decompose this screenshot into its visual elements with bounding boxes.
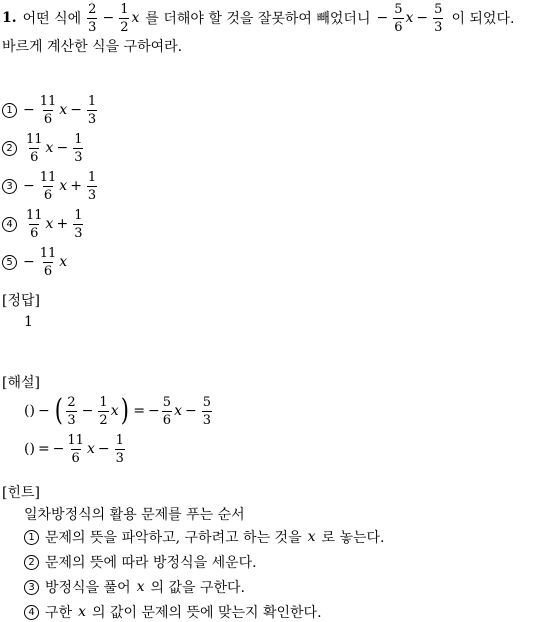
- explanation-line-1: () − ( $\frac{2}{3}$ − $\frac{1}{2}$ x ) = − $\frac{5}{6}$ x − $\frac{5}{3}$: [24, 393, 211, 428]
- choice-item: 3 − $\frac{11}{6}$ x + $\frac{1}{3}$: [2, 168, 99, 204]
- frac-2-3: $\frac{2}{3}$: [88, 1, 97, 35]
- hint-step: 2 문제의 뜻에 따라 방정식을 세운다.: [24, 553, 257, 571]
- circled-number: 4: [2, 217, 17, 232]
- circled-number: 1: [2, 103, 17, 118]
- frac-5-3: $\frac{5}{3}$: [434, 1, 443, 35]
- question-line-2: 바르게 계산한 식을 구하여라.: [2, 39, 183, 55]
- hint-step: 4 구한 x 의 값이 문제의 뜻에 맞는지 확인한다.: [24, 603, 322, 621]
- choice-item: 5 − $\frac{11}{6}$ x: [2, 244, 67, 280]
- minus-sign: −: [102, 10, 115, 26]
- question-text-3: 이 되었다.: [451, 11, 515, 27]
- question-number: 1.: [2, 10, 17, 26]
- circled-number: 5: [2, 255, 17, 270]
- answer-value: 1: [24, 314, 33, 330]
- minus-sign: −: [376, 10, 389, 26]
- hint-label: [힌트]: [2, 485, 40, 501]
- minus-sign: −: [416, 10, 429, 26]
- question-text-2: 를 더해야 할 것을 잘못하여 빼었더니: [145, 11, 371, 27]
- circled-number: 3: [24, 580, 39, 595]
- frac-1-2: $\frac{1}{2}$: [120, 1, 129, 35]
- choice-item: 2 $\frac{11}{6}$ x − $\frac{1}{3}$: [2, 130, 85, 166]
- choice-item: 1 − $\frac{11}{6}$ x − $\frac{1}{3}$: [2, 92, 99, 128]
- question-text-1: 어떤 식에: [22, 11, 82, 27]
- hint-title: 일차방정식의 활용 문제를 푸는 순서: [24, 507, 245, 523]
- question-line-1: [2, 0, 514, 36]
- choice-item: 4 $\frac{11}{6}$ x + $\frac{1}{3}$: [2, 206, 85, 242]
- var-x: x: [131, 10, 140, 26]
- frac-5-6: $\frac{5}{6}$: [394, 1, 403, 35]
- circled-number: 2: [24, 555, 39, 570]
- hint-step: 1 문제의 뜻을 파악하고, 구하려고 하는 것을 x 로 놓는다.: [24, 528, 385, 546]
- answer-label: [정답]: [2, 293, 40, 309]
- circled-number: 4: [24, 605, 39, 620]
- explanation-label: [해설]: [2, 375, 40, 391]
- explanation-line-2: () = − $\frac{11}{6}$ x − $\frac{1}{3}$: [24, 432, 124, 466]
- hint-step: 3 방정식을 풀어 x 의 값을 구한다.: [24, 578, 245, 596]
- circled-number: 3: [2, 179, 17, 194]
- circled-number: 2: [2, 141, 17, 156]
- circled-number: 1: [24, 530, 39, 545]
- var-x: x: [405, 10, 414, 26]
